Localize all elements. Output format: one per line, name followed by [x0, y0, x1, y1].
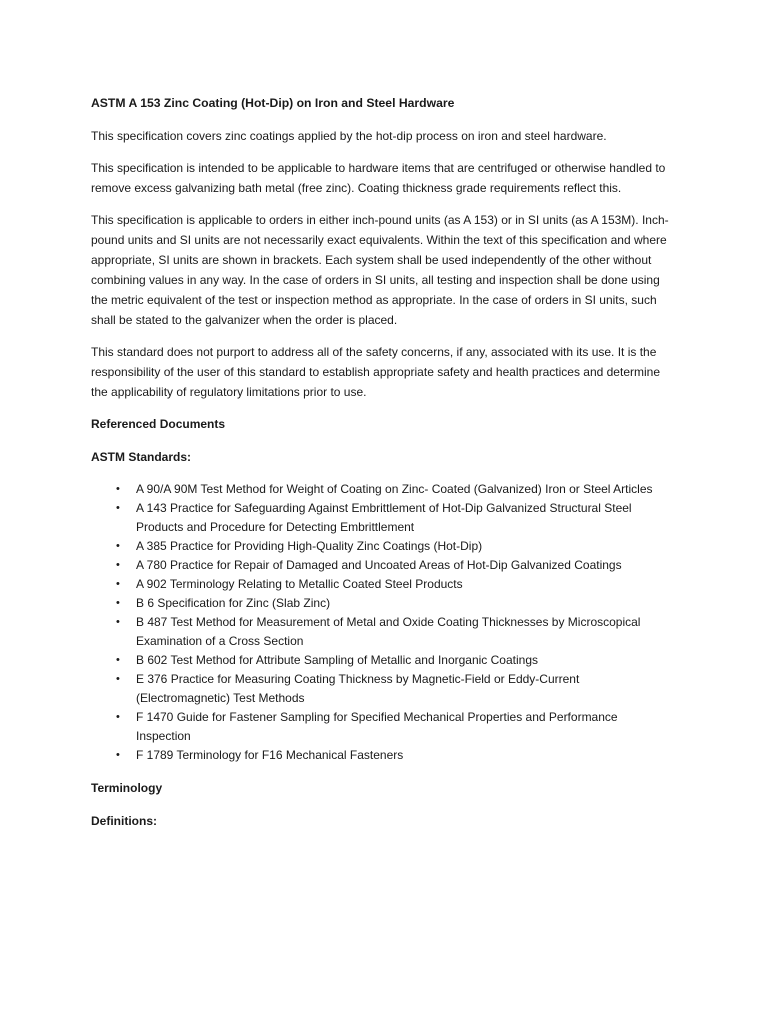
list-item: [91, 537, 677, 556]
list-item: [91, 613, 677, 651]
standard-text: B 6 Specification for Zinc (Slab Zinc): [136, 596, 331, 610]
document-title: ASTM A 153 Zinc Coating (Hot-Dip) on Iron and Steel Hardware: [91, 96, 455, 110]
paragraph-units: This specification is applicable to orders in either inch-pound units (as A 153) or in SI units (as A 153M). Inch-pound units and SI units are not necessarily exact equivalents. Within the text of this specification and where appropriate, SI units are shown in brackets. Each system shall be used independently of the other without combining values in any way. In the case of orders in SI units, all testing and inspection shall be done using the metric equivalent of the test or inspection method as appropriate. In the case of orders in SI units, such shall be stated to the galvanizer when the order is placed.: [91, 213, 669, 327]
terminology-heading: Terminology: [91, 781, 163, 795]
standard-text: A 902 Terminology Relating to Metallic Coated Steel Products: [136, 577, 463, 591]
standard-text: A 780 Practice for Repair of Damaged and Uncoated Areas of Hot-Dip Galvanized Coatings: [136, 558, 622, 572]
paragraph-safety: This standard does not purport to address all of the safety concerns, if any, associated with its use. It is the responsibility of the user of this standard to establish appropriate safety and health practices and determine the applicability of regulatory limitations prior to use.: [91, 345, 660, 399]
list-item: [91, 499, 677, 537]
paragraph-applicability: This specification is intended to be applicable to hardware items that are centrifuged or otherwise handled to remove excess galvanizing bath metal (free zinc). Coating thickness grade requirements reflect this.: [91, 161, 666, 195]
standard-text: A 385 Practice for Providing High-Quality Zinc Coatings (Hot-Dip): [136, 539, 483, 553]
document-body: [91, 93, 677, 844]
list-item: [91, 651, 677, 670]
standard-text: F 1789 Terminology for F16 Mechanical Fasteners: [136, 748, 404, 762]
bullet-icon: •: [116, 483, 120, 495]
list-item: [91, 556, 677, 575]
astm-standards-heading: ASTM Standards:: [91, 450, 192, 464]
bullet-icon: •: [116, 616, 120, 628]
bullet-icon: •: [116, 749, 120, 761]
standard-text: E 376 Practice for Measuring Coating Thickness by Magnetic-Field or Eddy-Current (Electromagnetic) Test Methods: [136, 672, 580, 705]
standard-text: F 1470 Guide for Fastener Sampling for Specified Mechanical Properties and Performance Inspection: [136, 710, 618, 743]
bullet-icon: •: [116, 502, 120, 514]
list-item: [91, 480, 677, 499]
bullet-icon: •: [116, 540, 120, 552]
bullet-icon: •: [116, 673, 120, 685]
bullet-icon: •: [116, 654, 120, 666]
bullet-icon: •: [116, 559, 120, 571]
paragraph-scope: This specification covers zinc coatings applied by the hot-dip process on iron and steel hardware.: [91, 129, 607, 143]
standard-text: B 487 Test Method for Measurement of Metal and Oxide Coating Thicknesses by Microscopical Examination of a Cross Section: [136, 615, 641, 648]
definitions-heading: Definitions:: [91, 814, 157, 828]
list-item: [91, 708, 677, 746]
list-item: [91, 746, 677, 765]
list-item: [91, 594, 677, 613]
referenced-documents-heading: Referenced Documents: [91, 417, 226, 431]
bullet-icon: •: [116, 597, 120, 609]
standard-text: B 602 Test Method for Attribute Sampling of Metallic and Inorganic Coatings: [136, 653, 539, 667]
list-item: [91, 670, 677, 708]
bullet-icon: •: [116, 578, 120, 590]
standard-text: A 143 Practice for Safeguarding Against Embrittlement of Hot-Dip Galvanized Structural Steel Products and Procedure for Detecting Embrittlement: [136, 501, 632, 534]
list-item: [91, 575, 677, 594]
bullet-icon: •: [116, 711, 120, 723]
standards-list: [91, 480, 677, 765]
standard-text: A 90/A 90M Test Method for Weight of Coating on Zinc- Coated (Galvanized) Iron or Steel Articles: [136, 482, 653, 496]
